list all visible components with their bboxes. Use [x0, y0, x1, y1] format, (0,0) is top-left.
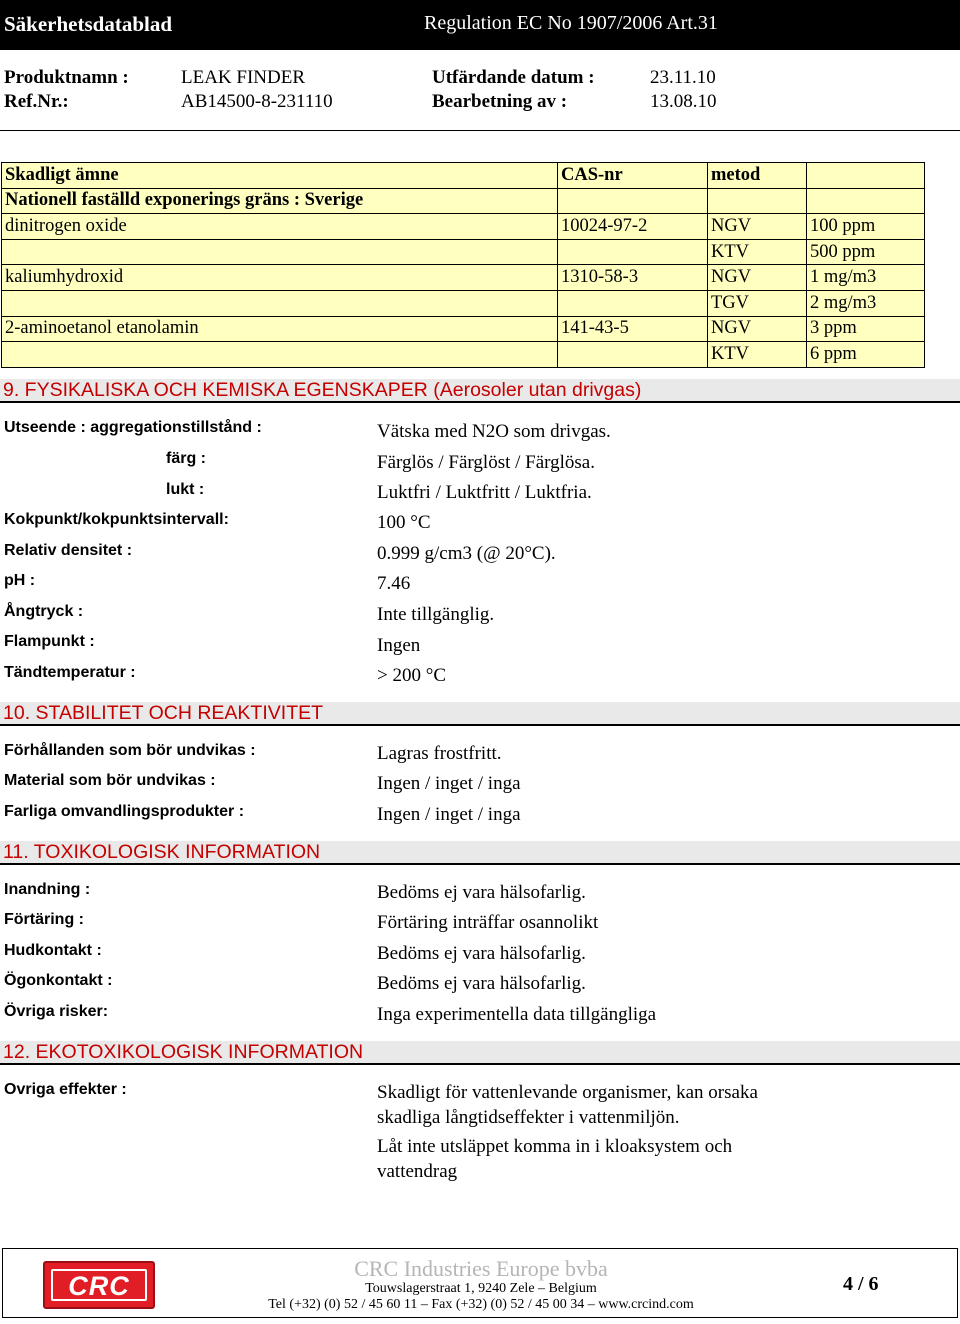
section-10-heading	[0, 702, 960, 726]
limit-value-cell: 3 ppm	[807, 316, 925, 342]
product-name-value: LEAK FINDER	[181, 67, 306, 88]
property-value: 0.999 g/cm3 (@ 20°C).	[377, 543, 556, 564]
cas-cell	[558, 290, 708, 316]
section-11-title: 11. TOXIKOLOGISK INFORMATION	[3, 841, 321, 863]
property-value: Luktfri / Luktfritt / Luktfria.	[377, 482, 592, 503]
property-label: Förtäring :	[4, 911, 84, 928]
regulation-text: Regulation EC No 1907/2006 Art.31	[424, 12, 718, 34]
property-label: Kokpunkt/kokpunktsintervall:	[4, 511, 229, 528]
property-label: Tändtemperatur :	[4, 664, 136, 681]
property-label: lukt :	[166, 481, 205, 498]
table-row	[2, 316, 925, 342]
property-label: Ovriga effekter :	[4, 1081, 127, 1098]
column-header-method: metod	[708, 163, 807, 189]
cas-cell: 141-43-5	[558, 316, 708, 342]
logo-text: CRC	[68, 1271, 130, 1301]
method-cell: NGV	[708, 316, 807, 342]
property-value: Ingen / inget / inga	[377, 804, 521, 825]
substance-cell: 2-aminoetanol etanolamin	[2, 316, 558, 342]
property-label: Flampunkt :	[4, 633, 95, 650]
table-subheading-row	[2, 188, 925, 214]
property-value: Låt inte utsläppet komma in i kloaksystem och vattendrag	[377, 1136, 733, 1182]
property-value: Bedöms ej vara hälsofarlig.	[377, 973, 586, 994]
ref-number-value: AB14500-8-231110	[181, 91, 333, 112]
limit-value-cell: 6 ppm	[807, 342, 925, 368]
limit-value-cell: 2 mg/m3	[807, 290, 925, 316]
property-label: Hudkontakt :	[4, 942, 102, 959]
property-value: Ingen	[377, 635, 421, 656]
column-header-substance: Skadligt ämne	[2, 163, 558, 189]
property-label: Ångtryck :	[4, 603, 84, 620]
substance-cell	[2, 290, 558, 316]
property-value: Bedöms ej vara hälsofarlig.	[377, 882, 586, 903]
column-header-cas: CAS-nr	[558, 163, 708, 189]
property-label: Relativ densitet :	[4, 542, 133, 559]
property-label: pH :	[4, 572, 36, 589]
document-title: Säkerhetsdatablad	[4, 12, 173, 36]
header-divider	[0, 130, 960, 131]
revision-date-value: 13.08.10	[650, 91, 717, 112]
ref-number-label: Ref.Nr.:	[4, 91, 69, 112]
method-cell: NGV	[708, 265, 807, 291]
property-value: 7.46	[377, 573, 411, 594]
section-9-heading	[0, 379, 960, 403]
issue-date-label: Utfärdande datum :	[432, 67, 595, 88]
page-number: 4 / 6	[843, 1273, 879, 1295]
company-contact: Tel (+32) (0) 52 / 45 60 11 – Fax (+32) (0) 52 / 45 00 34 – www.crcind.com	[268, 1297, 694, 1312]
substance-cell	[2, 239, 558, 265]
method-cell: NGV	[708, 214, 807, 240]
method-cell: KTV	[708, 342, 807, 368]
method-cell: TGV	[708, 290, 807, 316]
limit-value-cell: 100 ppm	[807, 214, 925, 240]
property-label: Förhållanden som bör undvikas :	[4, 742, 256, 759]
section-12-title: 12. EKOTOXIKOLOGISK INFORMATION	[3, 1041, 364, 1063]
cas-cell	[558, 239, 708, 265]
product-name-label: Produktnamn :	[4, 67, 129, 88]
substance-cell	[2, 342, 558, 368]
table-row	[2, 239, 925, 265]
table-row	[2, 342, 925, 368]
section-9-title: 9. FYSIKALISKA OCH KEMISKA EGENSKAPER (Aerosoler utan drivgas)	[3, 379, 642, 401]
section-12-heading	[0, 1041, 960, 1065]
cas-cell: 1310-58-3	[558, 265, 708, 291]
limit-value-cell: 500 ppm	[807, 239, 925, 265]
table-row	[2, 214, 925, 240]
property-value: Färglös / Färglöst / Färglösa.	[377, 452, 595, 473]
cas-cell: 10024-97-2	[558, 214, 708, 240]
property-label: Övriga risker:	[4, 1003, 109, 1020]
revision-date-label: Bearbetning av :	[432, 91, 568, 112]
property-label: Utseende : aggregationstillstånd :	[4, 419, 262, 436]
property-value: > 200 °C	[377, 665, 446, 686]
property-value: Förtäring inträffar osannolikt	[377, 912, 599, 933]
section-11-heading	[0, 841, 960, 865]
method-cell: KTV	[708, 239, 807, 265]
property-value: Skadligt för vattenlevande organismer, kan orsaka skadliga långtidseffekter i vattenmiljön.	[377, 1082, 758, 1128]
property-value: Ingen / inget / inga	[377, 773, 521, 794]
property-label: Inandning :	[4, 881, 91, 898]
limit-value-cell: 1 mg/m3	[807, 265, 925, 291]
table-header-row	[2, 163, 925, 189]
exposure-limits-table	[1, 162, 925, 368]
column-header-value	[807, 163, 925, 189]
substance-cell: kaliumhydroxid	[2, 265, 558, 291]
cas-cell	[558, 342, 708, 368]
table-row	[2, 265, 925, 291]
property-value: Inte tillgänglig.	[377, 604, 495, 625]
table-row	[2, 290, 925, 316]
table-subheading: Nationell faställd exponerings gräns : Sverige	[2, 188, 558, 214]
property-value: Lagras frostfritt.	[377, 743, 502, 764]
property-label: Farliga omvandlingsprodukter :	[4, 803, 245, 820]
property-value: Inga experimentella data tillgängliga	[377, 1004, 657, 1025]
substance-cell: dinitrogen oxide	[2, 214, 558, 240]
section-10-title: 10. STABILITET OCH REAKTIVITET	[3, 702, 324, 724]
property-label: Material som bör undvikas :	[4, 772, 216, 789]
company-name: CRC Industries Europe bvba	[354, 1256, 608, 1281]
issue-date-value: 23.11.10	[650, 67, 716, 88]
property-label: färg :	[166, 450, 206, 467]
property-value: Vätska med N2O som drivgas.	[377, 421, 611, 442]
property-value: 100 °C	[377, 512, 431, 533]
company-address: Touwslagerstraat 1, 9240 Zele – Belgium	[365, 1281, 597, 1296]
header-band	[0, 0, 960, 50]
page-footer	[2, 1248, 958, 1318]
property-value: Bedöms ej vara hälsofarlig.	[377, 943, 586, 964]
property-label: Ögonkontakt :	[4, 972, 113, 989]
